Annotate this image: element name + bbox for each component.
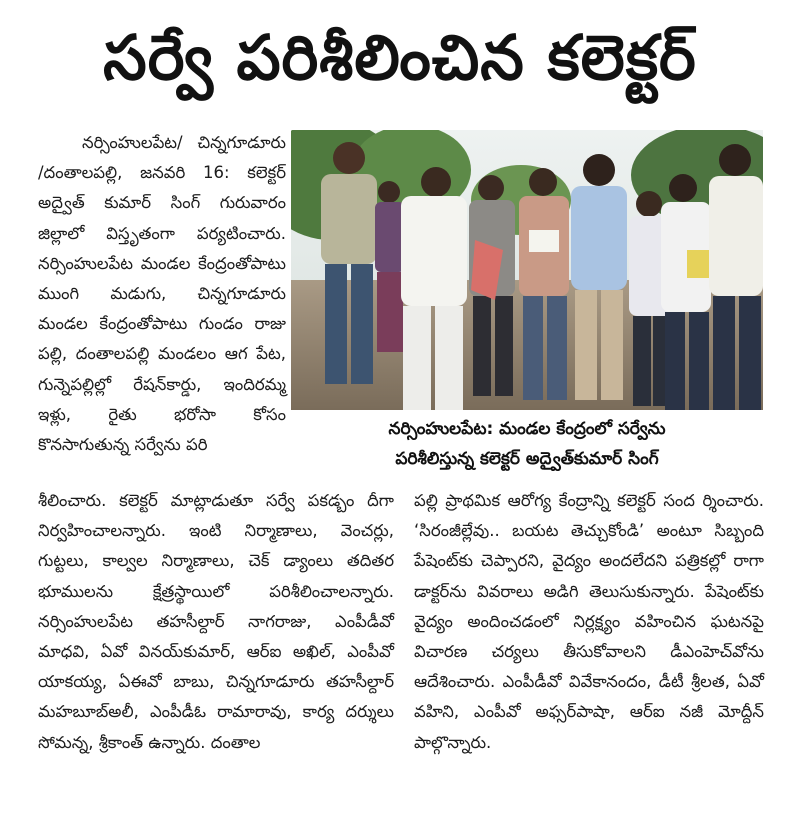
article-column-right-bottom [414, 486, 764, 758]
photo-caption-line-1: నర్సింహులపేట: మండల కేంద్రంలో సర్వేను [388, 419, 666, 439]
article-paragraph-1: నర్సింహులపేట/ చిన్నగూడూరు /దంతాలపల్లి, జనవరి 16: కలెక్టర్ అద్వైత్ కుమార్ సింగ్ గురువారం జిల్లాలో విస్తృతంగా పర్యటించారు. నర్సింహులపేట మండల కేంద్రంతోపాటు ముంగి మడుగు, చిన్నగూడూరు మండల కేంద్రంతోపాటు గుండం రాజు పల్లి, దంతాలపల్లి మండలం ఆగ పేట, గున్నెపల్లిల్లో రేషన్‌కార్డు, ఇందిరమ్మ ఇళ్లు, రైతు భరోసా కోసం కొనసాగుతున్న సర్వేను పరి [38, 133, 286, 455]
article-column-left-top [38, 128, 286, 460]
article-paragraph-3: పల్లి ప్రాథమిక ఆరోగ్య కేంద్రాన్ని కలెక్టర్ సంద ర్శించారు. ‘సిరంజీల్లేవు.. బయట తెచ్చుకోండి’ అంటూ సిబ్బంది పేషెంట్‌కు చెప్పారని, వైద్యం అందలేదని పత్రికల్లో రాగా డాక్టర్‌ను వివరాలు అడిగి తెలుసుకున్నారు. పేషెంట్‌కు వైద్యం అందించడంలో నిర్లక్ష్యం వహించిన ఘటనపై విచారణ చర్యలు తీసుకోవాలని డీఎంహెచ్‌వోను ఆదేశించారు. ఎంపీడీవో వివేకానందం, డీటీ శ్రీలత, ఏవో వహిని, ఎంపీవో అఫ్సర్‌పాషా, ఆర్‌ఐ నజీ మోద్దీన్ పాల్గొన్నారు. [414, 491, 764, 752]
article-paragraph-2: శీలించారు. కలెక్టర్ మాట్లాడుతూ సర్వే పకడ్బం దీగా నిర్వహించాలన్నారు. ఇంటి నిర్మాణాలు, వెంచర్లు, గుట్టలు, కాల్వల నిర్మాణాలు, చెక్ డ్యాంలు తదితర భూములను క్షేత్రస్థాయిలో పరిశీలించాలన్నారు. నర్సింహులపేట తహసీల్దార్ నాగరాజు, ఎంపీడీవో మాధవి, ఏవో వినయ్‌కుమార్, ఆర్‌ఐ అఖిల్, ఎంపీవో యాకయ్య, ఏఈవో బాబు, చిన్నగూడూరు తహసీల్దార్ మహబూబ్‌అలీ, ఎంపీడీఓ రామారావు, కార్య దర్శులు సోమన్న, శ్రీకాంత్ ఉన్నారు. దంతాల [38, 491, 394, 752]
news-photo [291, 130, 763, 410]
page-title: సర్వే పరిశీలించిన కలెక్టర్ [103, 21, 697, 94]
photo-caption [291, 414, 763, 474]
article-column-left-bottom [38, 486, 394, 758]
news-photo-image [291, 130, 763, 410]
photo-caption-line-2: పరిశీలిస్తున్న కలెక్టర్ అద్వైత్‌కుమార్ సింగ్ [395, 449, 659, 469]
